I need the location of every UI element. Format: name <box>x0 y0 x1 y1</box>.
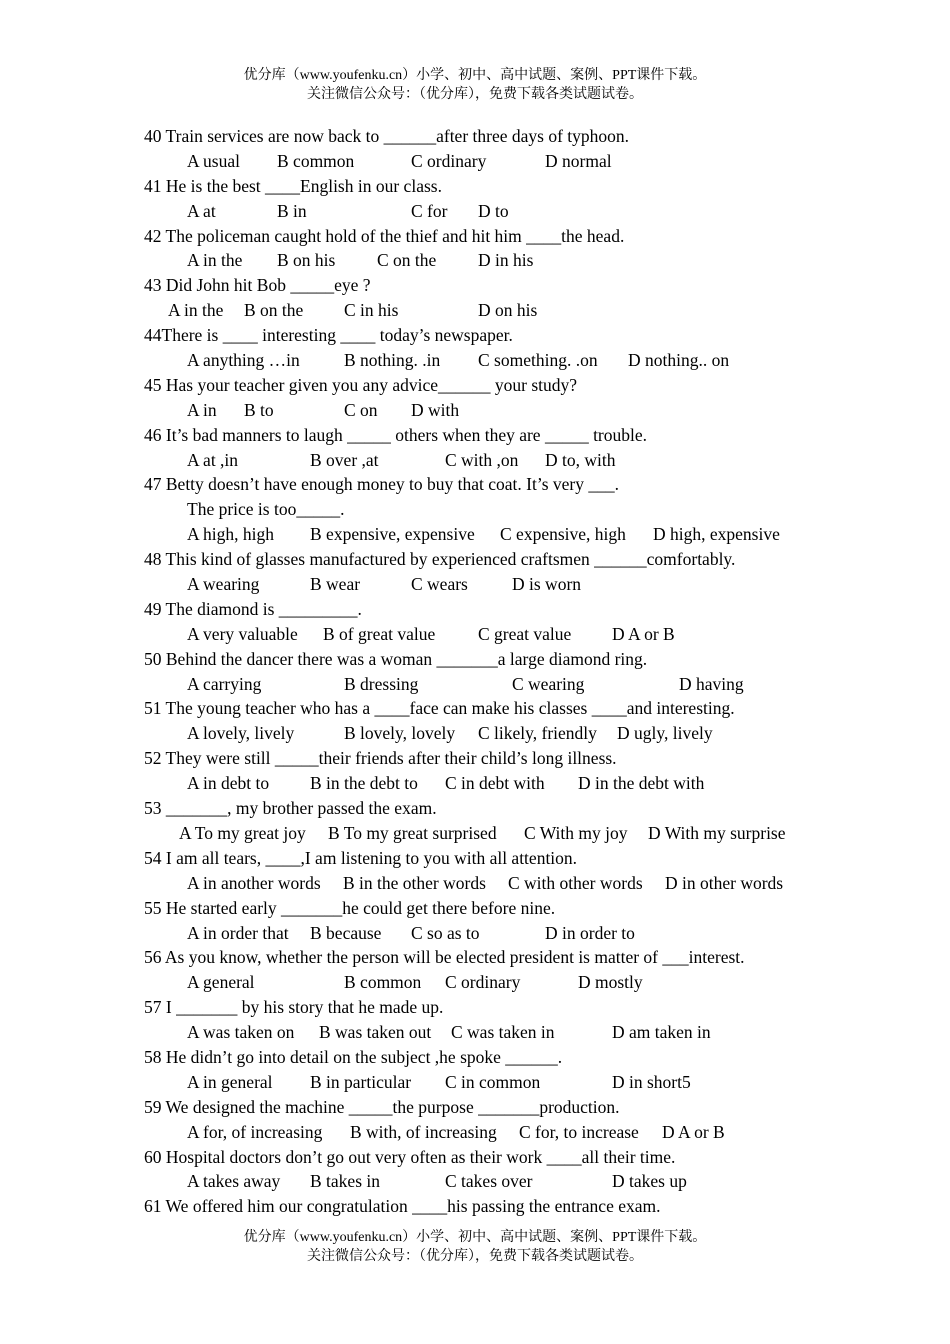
answer-option-c: C wearing <box>512 673 585 694</box>
answer-option-b: B dressing <box>344 673 419 694</box>
answer-option-a: A in order that <box>187 922 289 943</box>
answer-options <box>144 298 844 323</box>
question-text: 41 He is the best ____English in our class. <box>144 175 442 196</box>
answer-options <box>144 821 844 846</box>
answer-option-a: A in <box>187 399 217 420</box>
answer-option-b: B on the <box>244 300 304 321</box>
question-text: 43 Did John hit Bob _____eye ? <box>144 275 371 296</box>
answer-option-c: C so as to <box>411 922 480 943</box>
answer-option-b: B in <box>277 200 307 221</box>
answer-options <box>144 248 844 273</box>
question-text: 57 I _______ by his story that he made up. <box>144 997 444 1018</box>
answer-options <box>144 672 844 697</box>
answer-options <box>144 1169 844 1194</box>
answer-option-d: D in the debt with <box>578 773 705 794</box>
answer-option-c: C something. .on <box>478 350 598 371</box>
question-text: 53 _______, my brother passed the exam. <box>144 798 437 819</box>
answer-option-d: D A or B <box>662 1121 725 1142</box>
answer-option-b: B with, of increasing <box>350 1121 497 1142</box>
answer-option-c: C was taken in <box>451 1022 555 1043</box>
answer-option-a: A at <box>187 200 216 221</box>
answer-option-d: D With my surprise <box>648 822 786 843</box>
answer-option-a: A anything …in <box>187 350 300 371</box>
answer-option-c: C great value <box>478 623 572 644</box>
answer-option-b: B common <box>277 150 355 171</box>
answer-option-d: D is worn <box>512 574 582 595</box>
answer-options <box>144 871 844 896</box>
question-text: 42 The policeman caught hold of the thief and hit him ____the head. <box>144 225 625 246</box>
answer-option-d: D in order to <box>545 922 635 943</box>
answer-option-c: C With my joy <box>524 822 628 843</box>
answer-option-a: A lovely, lively <box>187 723 295 744</box>
footer-line-1: 优分库（www.youfenku.cn）小学、初中、高中试题、案例、PPT课件下载。 <box>243 1230 707 1245</box>
answer-option-a: A general <box>187 972 255 993</box>
answer-option-a: A carrying <box>187 673 262 694</box>
answer-option-d: D to, with <box>545 449 616 470</box>
answer-option-d: D normal <box>545 150 612 171</box>
page-footer <box>0 1228 950 1266</box>
answer-option-a: A very valuable <box>187 623 298 644</box>
answer-options <box>144 348 844 373</box>
question-text: 49 The diamond is _________. <box>144 598 362 619</box>
answer-option-a: A at ,in <box>187 449 239 470</box>
answer-option-b: B on his <box>277 250 336 271</box>
answer-option-c: C expensive, high <box>500 524 626 545</box>
answer-option-b: B takes in <box>310 1171 380 1192</box>
answer-option-d: D mostly <box>578 972 643 993</box>
answer-option-b: B common <box>344 972 422 993</box>
answer-option-b: B of great value <box>323 623 436 644</box>
question-text: 54 I am all tears, ____,I am listening to you with all attention. <box>144 847 578 868</box>
answer-option-c: C for, to increase <box>519 1121 639 1142</box>
question-text: 40 Train services are now back to ______after three days of typhoon. <box>144 126 630 146</box>
answer-options <box>144 1120 844 1145</box>
answer-option-c: C takes over <box>445 1171 533 1192</box>
answer-option-d: D in his <box>478 250 534 271</box>
footer-line-2: 关注微信公众号：（优分库），免费下载各类试题试卷。 <box>307 1249 643 1264</box>
answer-option-a: A in debt to <box>187 773 270 794</box>
answer-option-c: C wears <box>411 574 468 595</box>
answer-options <box>144 1070 844 1095</box>
answer-option-c: C on the <box>377 250 437 271</box>
answer-option-b: B because <box>310 922 382 943</box>
answer-option-d: D takes up <box>612 1171 687 1192</box>
answer-option-d: D to <box>478 200 509 221</box>
question-text: 51 The young teacher who has a ____face can make his classes ____and interesting. <box>144 698 735 719</box>
answer-option-a: A wearing <box>187 574 260 595</box>
answer-option-a: A To my great joy <box>179 822 306 843</box>
answer-options <box>144 771 844 796</box>
question-text: 44There is ____ interesting ____ today’s newspaper. <box>144 325 513 346</box>
answer-option-b: B expensive, expensive <box>310 524 475 545</box>
answer-option-c: C ordinary <box>445 972 521 993</box>
question-text: 52 They were still _____their friends after their child’s long illness. <box>144 748 617 769</box>
answer-option-b: B lovely, lovely <box>344 723 456 744</box>
answer-option-c: C on <box>344 399 378 420</box>
answer-option-a: A in general <box>187 1071 273 1092</box>
answer-option-c: C ordinary <box>411 150 487 171</box>
question-text: 60 Hospital doctors don’t go out very often as their work ____all their time. <box>144 1146 676 1167</box>
answer-options <box>144 1020 844 1045</box>
answer-option-a: A in the <box>187 250 243 271</box>
answer-option-b: B in the debt to <box>310 773 418 794</box>
answer-option-a: A high, high <box>187 524 275 545</box>
question-text: 56 As you know, whether the person will be elected president is matter of ___interest. <box>144 947 745 968</box>
answer-option-a: A in the <box>168 300 224 321</box>
answer-option-c: C in debt with <box>445 773 545 794</box>
question-text: 58 He didn’t go into detail on the subject ,he spoke ______. <box>144 1046 563 1067</box>
answer-option-a: A usual <box>187 150 240 171</box>
answer-option-b: B was taken out <box>319 1022 432 1043</box>
question-text: 48 This kind of glasses manufactured by experienced craftsmen ______comfortably. <box>144 549 736 570</box>
header-line-1: 优分库（www.youfenku.cn）小学、初中、高中试题、案例、PPT课件下载。 <box>243 68 707 83</box>
question-text: 45 Has your teacher given you any advice______ your study? <box>144 374 578 395</box>
answer-option-d: D on his <box>478 300 538 321</box>
answer-option-d: D in short5 <box>612 1071 691 1092</box>
answer-options <box>144 398 844 423</box>
answer-options <box>144 572 844 597</box>
answer-option-a: A takes away <box>187 1171 281 1192</box>
question-text: 50 Behind the dancer there was a woman _______a large diamond ring. <box>144 648 648 669</box>
question-subline: The price is too_____. <box>187 499 345 520</box>
answer-option-b: B over ,at <box>310 449 379 470</box>
answer-option-d: D in other words <box>665 872 784 893</box>
answer-option-d: D A or B <box>612 623 675 644</box>
answer-option-b: B in the other words <box>343 872 486 893</box>
question-text: 61 We offered him our congratulation ____his passing the entrance exam. <box>144 1196 661 1217</box>
answer-options <box>144 199 844 224</box>
answer-options <box>144 448 844 473</box>
answer-option-d: D with <box>411 399 460 420</box>
question-text: 59 We designed the machine _____the purpose _______production. <box>144 1096 620 1117</box>
answer-option-d: D nothing.. on <box>628 350 730 371</box>
answer-option-a: A for, of increasing <box>187 1121 323 1142</box>
answer-option-c: C with ,on <box>445 449 519 470</box>
question-text: 46 It’s bad manners to laugh _____ others when they are _____ trouble. <box>144 424 648 445</box>
answer-option-d: D am taken in <box>612 1022 711 1043</box>
page-header <box>0 66 950 104</box>
answer-option-a: A in another words <box>187 872 321 893</box>
answer-options <box>144 970 844 995</box>
answer-option-b: B to <box>244 399 274 420</box>
answer-options <box>144 522 844 547</box>
answer-option-d: D ugly, lively <box>617 723 713 744</box>
answer-option-c: C for <box>411 200 448 221</box>
answer-option-b: B nothing. .in <box>344 350 441 371</box>
answer-option-b: B To my great surprised <box>328 822 497 843</box>
answer-options <box>144 622 844 647</box>
answer-option-c: C in his <box>344 300 399 321</box>
answer-option-d: D having <box>679 673 744 694</box>
answer-option-b: B wear <box>310 574 361 595</box>
answer-options <box>144 149 844 174</box>
answer-option-c: C with other words <box>508 872 643 893</box>
answer-option-c: C likely, friendly <box>478 723 597 744</box>
answer-option-b: B in particular <box>310 1071 412 1092</box>
answer-options <box>144 921 844 946</box>
question-text: 47 Betty doesn’t have enough money to buy that coat. It’s very ___. <box>144 474 620 495</box>
question-text: 55 He started early _______he could get there before nine. <box>144 897 556 918</box>
answer-options <box>144 721 844 746</box>
question-list <box>144 124 844 1219</box>
answer-option-c: C in common <box>445 1071 541 1092</box>
answer-option-a: A was taken on <box>187 1022 295 1043</box>
header-line-2: 关注微信公众号：（优分库），免费下载各类试题试卷。 <box>307 87 643 102</box>
answer-option-d: D high, expensive <box>653 524 780 545</box>
